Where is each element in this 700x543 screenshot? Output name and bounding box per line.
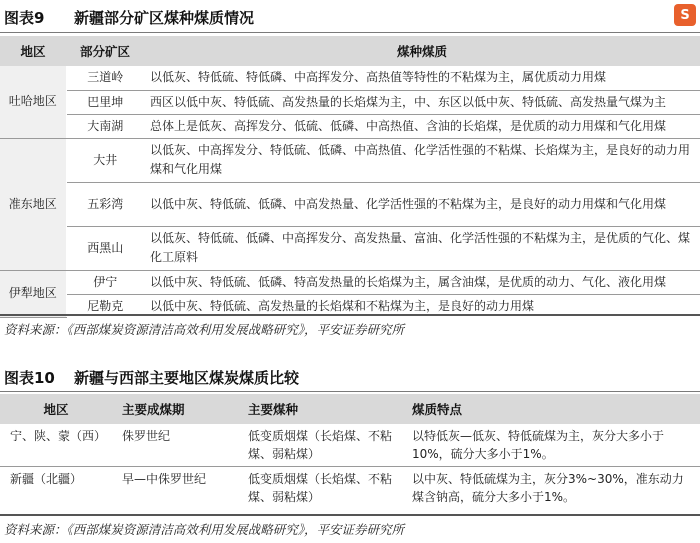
- region-cell: 新疆（北疆）: [10, 472, 83, 486]
- header-area: 部分矿区: [66, 36, 144, 66]
- area-cell: 三道岭: [66, 66, 144, 90]
- fig10-title-text: 新疆与西部主要地区煤炭煤质比较: [74, 368, 300, 387]
- fig10-title: [4, 364, 299, 390]
- area-cell: 大井: [66, 138, 144, 182]
- region-cell: 伊犁地区: [0, 270, 66, 318]
- header-region: 地区: [0, 36, 66, 66]
- fig9-number: 图表9: [4, 8, 45, 27]
- table-row: [0, 138, 700, 182]
- area-cell: 五彩湾: [66, 182, 144, 226]
- area-cell: 巴里坤: [66, 90, 144, 114]
- table-row: [0, 270, 700, 294]
- quality-cell: 以特低灰—低灰、特低硫煤为主，灰分大多小于10%，硫分大多小于1%。: [402, 424, 700, 467]
- period-cell: 侏罗世纪: [112, 424, 238, 467]
- area-cell: 大南湖: [66, 114, 144, 138]
- desc-cell: 以低中灰、特低硫、低磷、特高发热量的长焰煤为主，属含油煤，是优质的动力、气化、液化用煤: [144, 270, 700, 294]
- table-row: [0, 114, 700, 138]
- table-row: [0, 182, 700, 226]
- fig9-title-rule: [0, 32, 700, 33]
- fig10-bottom-rule: [0, 514, 700, 516]
- region-cell: 宁、陕、蒙（西）: [0, 424, 112, 467]
- fig10-table: [0, 394, 700, 509]
- fig10-number: 图表10: [4, 368, 55, 387]
- table-row: [0, 424, 700, 467]
- desc-cell: 西区以低中灰、特低硫、高发热量的长焰煤为主，中、东区以低中灰、特低硫、高发热量气煤为主: [144, 90, 700, 114]
- table-row: [0, 66, 700, 90]
- header-coal: 主要煤种: [238, 394, 402, 424]
- header-quality: 煤质特点: [402, 394, 700, 424]
- region-cell: 准东地区: [0, 138, 66, 270]
- fig10-source: 资料来源：《西部煤炭资源清洁高效利用发展战略研究》，平安证券研究所: [4, 522, 405, 537]
- header-quality: 煤种煤质: [144, 36, 700, 66]
- area-cell: 西黑山: [66, 226, 144, 270]
- fig9-title-text: 新疆部分矿区煤种煤质情况: [74, 8, 255, 27]
- desc-cell: 以低灰、特低硫、低磷、中高挥发分、高发热量、富油、化学活性强的不粘煤为主，是优质的气化、煤化工原料: [144, 226, 700, 270]
- period-cell: 早—中侏罗世纪: [122, 472, 207, 486]
- region-cell: 吐哈地区: [0, 66, 66, 138]
- desc-cell: 总体上是低灰、高挥发分、低硫、低磷、中高热值、含油的长焰煤，是优质的动力用煤和气化用煤: [144, 114, 700, 138]
- brand-logo-icon: S: [674, 4, 696, 26]
- desc-cell: 以低灰、特低硫、特低磷、中高挥发分、高热值等特性的不粘煤为主，属优质动力用煤: [144, 66, 700, 90]
- area-cell: 伊宁: [66, 270, 144, 294]
- header-period: 主要成煤期: [112, 394, 238, 424]
- table-row: [0, 90, 700, 114]
- desc-cell: 以低中灰、特低硫、低磷、中高发热量、化学活性强的不粘煤为主，是良好的动力用煤和气化用煤: [144, 182, 700, 226]
- fig9-header-row: [0, 36, 700, 66]
- header-region: 地区: [0, 394, 112, 424]
- fig9-table: [0, 36, 700, 318]
- coal-cell: 低变质烟煤（长焰煤、不粘煤、弱粘煤）: [238, 424, 402, 467]
- fig9-title: [4, 4, 254, 30]
- coal-cell: 低变质烟煤（长焰煤、不粘煤、弱粘煤）: [248, 472, 393, 504]
- fig9-source: 资料来源：《西部煤炭资源清洁高效利用发展战略研究》，平安证券研究所: [4, 322, 405, 337]
- fig10-title-rule: [0, 391, 700, 392]
- fig9-bottom-rule: [0, 314, 700, 316]
- table-row: [0, 226, 700, 270]
- table-row: [0, 467, 700, 510]
- area-cell: 尼勒克: [87, 298, 124, 313]
- fig10-header-row: [0, 394, 700, 424]
- desc-cell: 以低中灰、特低硫、高发热量的长焰煤和不粘煤为主，是良好的动力用煤: [150, 298, 535, 313]
- quality-cell: 以中灰、特低硫煤为主，灰分3%~30%，准东动力煤含钠高，硫分大多小于1%。: [412, 472, 684, 504]
- desc-cell: 以低灰、中高挥发分、特低硫、低磷、中高热值、化学活性强的不粘煤、长焰煤为主，是良好的动力用煤和气化用煤: [144, 138, 700, 182]
